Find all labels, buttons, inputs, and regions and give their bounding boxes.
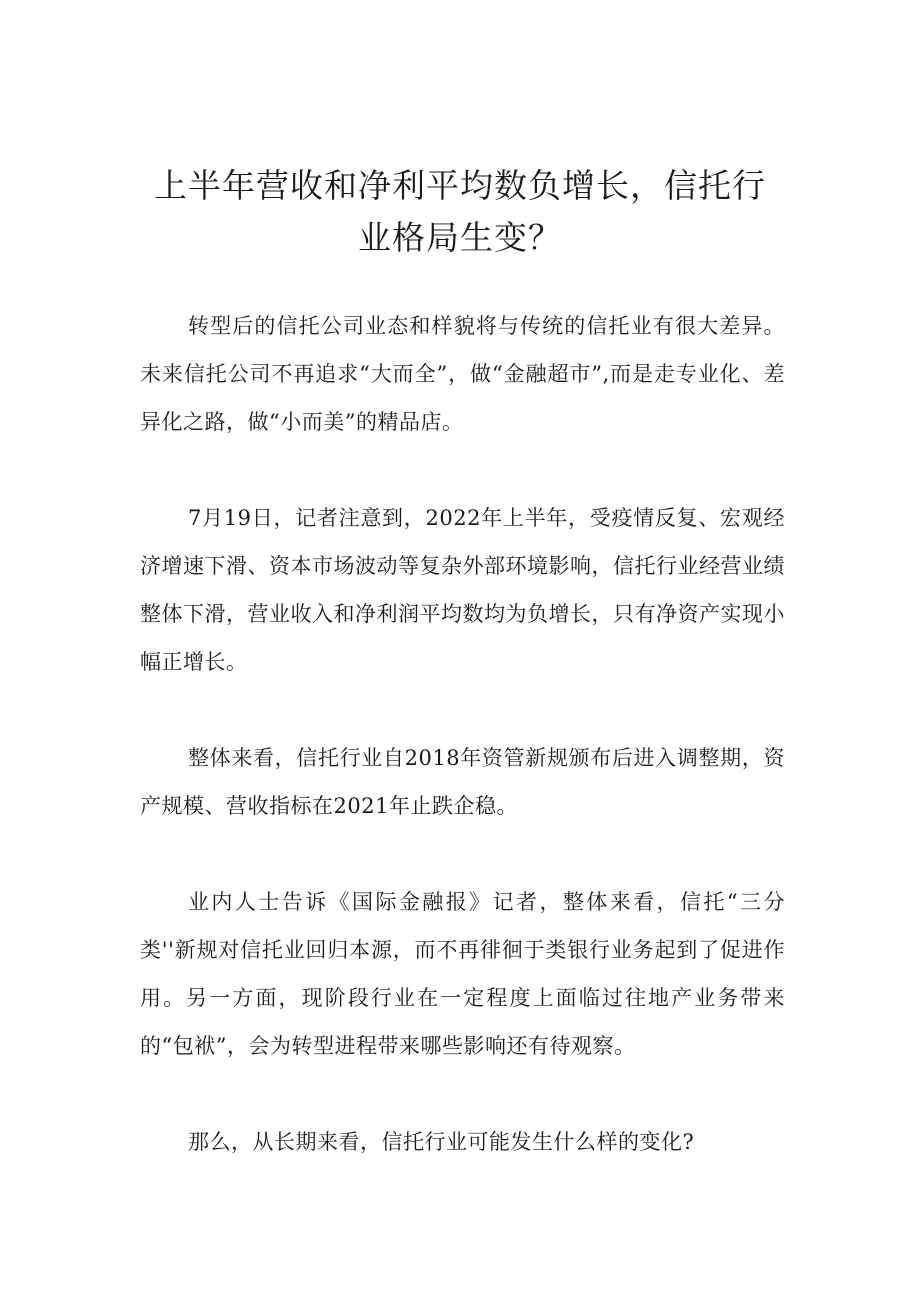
- paragraph-4: 业内人士告诉《国际金融报》记者，整体来看，信托“三分类''新规对信托业回归本源，而不再徘徊于类银行业务起到了促进作用。另一方面，现阶段行业在一定程度上面临过往地产业务带来的“包袱”，会为转型进程带来哪些影响还有待观察。: [140, 890, 785, 1058]
- paragraph-2: 7月19日，记者注意到，2022年上半年，受疫情反复、宏观经济增速下滑、资本市场波动等复杂外部环境影响，信托行业经营业绩整体下滑，营业收入和净利润平均数均为负增长，只有净资产实现小幅正增长。: [140, 506, 785, 674]
- article-title: 上半年营收和净利平均数负增长，信托行业格局生变？: [154, 166, 766, 257]
- paragraph-1: 转型后的信托公司业态和样貌将与传统的信托业有很大差异。未来信托公司不再追求“大而全”，做“金融超市”,而是走专业化、差异化之路，做“小而美”的精品店。: [140, 314, 785, 434]
- paragraph-5: 那么，从长期来看，信托行业可能发生什么样的变化?: [188, 1130, 695, 1154]
- paragraph-3: 整体来看，信托行业自2018年资管新规颁布后进入调整期，资产规模、营收指标在2021年止跌企稳。: [140, 746, 785, 818]
